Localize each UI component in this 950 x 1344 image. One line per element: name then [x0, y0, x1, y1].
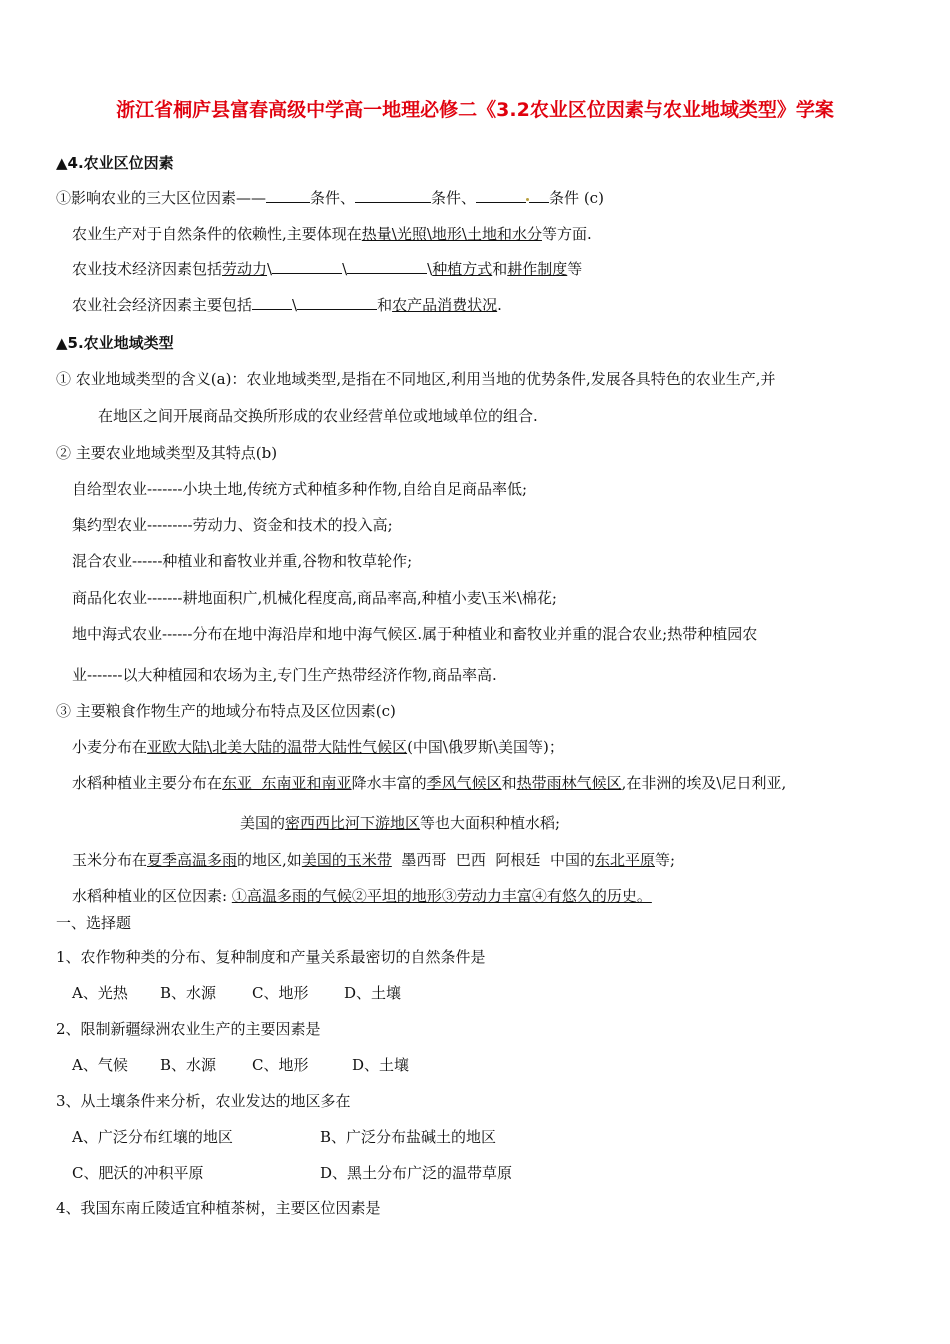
type-line-4: 商品化农业-------耕地面积广,机械化程度高,商品率高,种植小麦\玉米\棉花;: [72, 589, 557, 607]
section-4-heading: ▲4.农业区位因素: [56, 154, 174, 172]
separator: \: [342, 260, 348, 278]
question-1-options: [72, 982, 401, 1004]
underlined-answer: 热带雨林气候区: [516, 774, 622, 792]
text: 和: [501, 774, 517, 792]
question-3-options-row-1: [72, 1126, 496, 1148]
fill-blank[interactable]: [476, 188, 526, 203]
underlined-answer: 亚欧大陆\北美大陆的温带大陆性气候区: [147, 738, 408, 756]
option-c[interactable]: C、地形: [252, 984, 309, 1002]
text: ,在非洲的埃及\尼日利亚,: [621, 774, 787, 792]
question-1: 1、农作物种类的分布、复种制度和产量关系最密切的自然条件是: [56, 948, 486, 966]
section-5-crops-heading: ③ 主要粮食作物生产的地域分布特点及区位因素(c): [56, 702, 396, 720]
fill-blank[interactable]: [272, 259, 342, 274]
document-title: 浙江省桐庐县富春高级中学高一地理必修二《3.2农业区位因素与农业地域类型》学案: [116, 99, 834, 121]
underlined-answer: 夏季高温多雨: [147, 851, 238, 869]
fill-blank[interactable]: [252, 295, 292, 310]
rice-factors-line: [72, 885, 652, 907]
underlined-answer: 劳动力: [222, 260, 268, 278]
option-a[interactable]: A、广泛分布红壤的地区: [72, 1128, 233, 1146]
option-d[interactable]: D、黑土分布广泛的温带草原: [320, 1164, 513, 1182]
underlined-answer: ①高温多雨的气候②平坦的地形③劳动力丰富④有悠久的历史。: [231, 887, 652, 905]
text: 墨西哥 巴西 阿根廷 中国的: [391, 851, 595, 869]
question-3-options-row-2: [72, 1162, 512, 1184]
text: 美国的: [240, 814, 286, 832]
separator: \: [292, 296, 298, 314]
text: 玉米分布在: [72, 851, 148, 869]
section-5-definition-line-1: ① 农业地域类型的含义(a)：农业地域类型,是指在不同地区,利用当地的优势条件,发展各具特色的农业生产,并: [56, 370, 776, 388]
text: 等: [567, 260, 583, 278]
type-line-1: 自给型农业-------小块土地,传统方式种植多种作物,自给自足商品率低;: [72, 480, 528, 498]
wheat-line: [72, 736, 564, 758]
section-5-heading: ▲5.农业地域类型: [56, 334, 174, 352]
text: 的地区,如: [237, 851, 302, 869]
section-5-definition-line-2: 在地区之间开展商品交换所形成的农业经营单位或地域单位的组合.: [98, 407, 538, 425]
underlined-answer: 美国的玉米带: [301, 851, 392, 869]
text: 等方面.: [541, 225, 592, 243]
type-line-2: 集约型农业---------劳动力、资金和技术的投入高;: [72, 516, 393, 534]
option-a[interactable]: A、光热: [72, 984, 128, 1002]
option-d[interactable]: D、土壤: [352, 1056, 410, 1074]
fill-blank[interactable]: [347, 259, 427, 274]
underlined-answer: 东亚 东南亚和南亚: [222, 774, 352, 792]
underlined-answer: 密西西比河下游地区: [285, 814, 421, 832]
underlined-answer: 季风气候区: [426, 774, 502, 792]
option-b[interactable]: B、水源: [160, 1056, 217, 1074]
section-4-line-1: [56, 187, 604, 209]
option-c[interactable]: C、肥沃的冲积平原: [72, 1164, 204, 1182]
corn-line: [72, 849, 675, 871]
underlined-answer: 热量\光照\地形\土地和水分: [361, 225, 542, 243]
text: 小麦分布在: [72, 738, 148, 756]
option-c[interactable]: C、地形: [252, 1056, 309, 1074]
text: 和: [377, 296, 393, 314]
text: 水稻种植业的区位因素:: [72, 887, 232, 905]
quiz-heading: 一、选择题: [56, 914, 132, 932]
option-d[interactable]: D、土壤: [344, 984, 402, 1002]
underlined-answer: 种植方式: [432, 260, 493, 278]
type-line-6: 业-------以大种植园和农场为主,专门生产热带经济作物,商品率高.: [72, 666, 497, 684]
text: 农业生产对于自然条件的依赖性,主要体现在: [72, 225, 362, 243]
text: ①影响农业的三大区位因素——: [56, 189, 267, 207]
fill-blank[interactable]: [529, 188, 549, 203]
fill-blank[interactable]: [266, 188, 310, 203]
type-line-3: 混合农业------种植业和畜牧业并重,谷物和牧草轮作;: [72, 552, 413, 570]
text: 和: [492, 260, 508, 278]
text: .: [497, 296, 502, 314]
separator: \: [427, 260, 433, 278]
text: 农业社会经济因素主要包括: [72, 296, 253, 314]
underlined-answer: 耕作制度: [507, 260, 568, 278]
text: 水稻种植业主要分布在: [72, 774, 223, 792]
text: (中国\俄罗斯\美国等)；: [407, 738, 564, 756]
section-4-line-2: [72, 223, 592, 245]
text: 条件、: [431, 189, 477, 207]
rice-line-2: [240, 812, 560, 834]
text: 降水丰富的: [351, 774, 427, 792]
underlined-answer: 东北平原: [594, 851, 655, 869]
question-2-options: [72, 1054, 409, 1076]
fill-blank[interactable]: [355, 188, 431, 203]
fill-blank[interactable]: [297, 295, 377, 310]
question-3: 3、从土壤条件来分析，农业发达的地区多在: [56, 1092, 351, 1110]
section-5-types-heading: ② 主要农业地域类型及其特点(b): [56, 444, 278, 462]
option-a[interactable]: A、气候: [72, 1056, 128, 1074]
text: 条件 (c): [549, 189, 604, 207]
text: 农业技术经济因素包括: [72, 260, 223, 278]
text: 等;: [655, 851, 676, 869]
question-4: 4、我国东南丘陵适宜种植茶树，主要区位因素是: [56, 1199, 381, 1217]
section-4-line-4: [72, 294, 502, 316]
text: 条件、: [310, 189, 356, 207]
question-2: 2、限制新疆绿洲农业生产的主要因素是: [56, 1020, 321, 1038]
type-line-5: 地中海式农业------分布在地中海沿岸和地中海气候区.属于种植业和畜牧业并重的混合农业;热带种植园农: [72, 625, 758, 643]
separator: \: [267, 260, 273, 278]
option-b[interactable]: B、广泛分布盐碱土的地区: [320, 1128, 497, 1146]
underlined-answer: 农产品消费状况: [392, 296, 498, 314]
option-b[interactable]: B、水源: [160, 984, 217, 1002]
text: 等也大面积种植水稻;: [420, 814, 561, 832]
rice-line-1: [72, 772, 786, 794]
section-4-line-3: [72, 258, 582, 280]
